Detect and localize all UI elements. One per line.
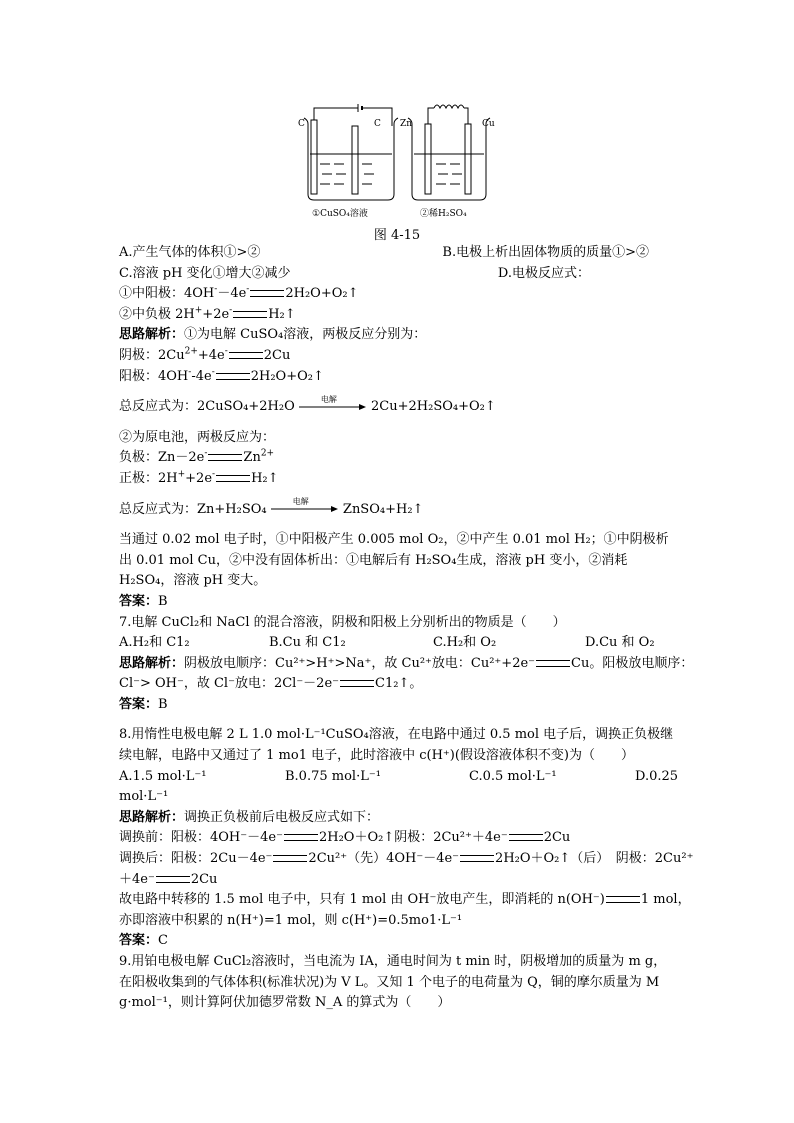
analysis-label: 思路解析： — [119, 327, 185, 343]
eq-text: Zn — [243, 450, 261, 466]
eq-text: 2Cu — [263, 347, 291, 363]
eq-text: +2e — [202, 306, 230, 322]
reaction-arrow-icon — [299, 394, 367, 413]
analysis-text: C1₂↑。 — [375, 676, 423, 692]
answer-label: 答案： — [119, 933, 159, 949]
total-equation-line — [119, 497, 679, 521]
equals-sign — [216, 475, 250, 482]
options-row-1 — [119, 243, 679, 264]
eq-text: ＋4e⁻ — [119, 871, 155, 887]
eq-text: 2Cu+2H₂SO₄+O₂↑ — [371, 399, 496, 415]
eq-text: 2Cu — [543, 830, 571, 846]
equation-line: 负极：Zn－2e- $Zn^{2+}$ — [119, 449, 275, 466]
eq-text: H₂↑ — [268, 306, 296, 322]
eq-text: 2Cu²⁺（先）4OH⁻－4e⁻ — [308, 851, 460, 867]
eq-text: 2Cu — [190, 871, 218, 887]
answer-label: 答案： — [119, 593, 159, 609]
equation-line: 阳极：4OH--4e- 2H₂O+O₂↑ — [119, 367, 324, 384]
analysis-text: 阴极放电顺序：Cu²⁺>H⁺>Na⁺，故 Cu²⁺放电：Cu²⁺+2e⁻ — [184, 655, 536, 671]
q7-option-b: B.Cu 和 C1₂ — [269, 635, 346, 651]
equation-line: ②中负极 2H++2e- H₂↑ — [119, 305, 296, 322]
reaction-arrow-icon — [271, 497, 339, 515]
question-9-stem: 9.用铂电极电解 CuCl₂溶液时，当电流为 IA，通电时间为 t min 时，阴极增加的质量为 m g，在阳极收集到的气体体积(标准状况)为 V L。又知 1 个电子的电荷量为 Q，铜的摩尔质量为 M g·mol⁻¹，则计算阿伏加德罗常数 N_A 的算式为（ ） — [119, 954, 667, 1011]
eq-text: ②中负极 2H — [119, 306, 195, 322]
analysis-text: Cu。阳极放电顺序： — [571, 655, 694, 671]
eq-text: 阳极：4OH — [119, 368, 189, 384]
q8-option-a: A.1.5 mol·L⁻¹ — [119, 768, 207, 784]
main-text — [119, 243, 694, 1014]
eq-text: -4e — [191, 368, 212, 384]
answer-line — [119, 931, 679, 952]
eq-text: －4e — [217, 286, 247, 302]
q8-option-d-cont: mol·L⁻¹ — [119, 789, 169, 805]
q8-option-d: D.0.25 — [635, 768, 679, 784]
q7-analysis — [119, 654, 694, 675]
equation-line: ①中阳极：4OH-－4e- 2H₂O+O₂↑ — [119, 284, 359, 302]
eq-text: 调换后：阳极：2Cu－4e⁻ — [119, 851, 273, 867]
equals-sign — [208, 454, 242, 461]
answer-line — [119, 592, 679, 613]
eq-text: 2H₂O＋O₂↑阴极：2Cu²⁺＋4e⁻ — [318, 830, 508, 846]
equals-sign — [606, 896, 640, 903]
equals-sign — [229, 352, 263, 359]
analysis-paragraph: 当通过 0.02 mol 电子时，①中阳极产生 0.005 mol O₂，②中产生 0.01 mol H₂；①中阴极析出 0.01 mol Cu，②中没有固体析出：①电解后有 H₂SO₄生成，溶液 pH 变小，②消耗 H₂SO₄，溶液 pH 变大。 — [119, 532, 669, 589]
analysis-text: 1 mol， — [640, 892, 691, 908]
right-electrode-label-b: Cu — [482, 119, 495, 129]
eq-text: H₂↑ — [251, 470, 279, 486]
q7-option-c: C.H₂和 O₂ — [433, 635, 497, 651]
equals-sign — [284, 834, 318, 841]
right-electrode-label-a: Zn — [400, 119, 413, 129]
q7-option-a: A.H₂和 C1₂ — [119, 635, 190, 651]
eq-text: 阴极：2Cu — [119, 347, 185, 363]
q8-analysis — [119, 808, 679, 829]
figure-caption: 图 4-15 — [373, 228, 421, 243]
question-8-options — [119, 767, 679, 788]
analysis-label: 思路解析： — [119, 655, 185, 671]
q8-after-line — [119, 849, 694, 870]
answer-value: B — [158, 696, 168, 712]
eq-text: 2H₂O+O₂↑ — [285, 286, 359, 302]
eq-text: 负极：Zn－2e — [119, 450, 205, 466]
arrow-label: 电解 — [320, 394, 337, 404]
analysis-line: ②为原电池，两极反应为： — [119, 429, 276, 445]
equals-sign — [273, 855, 307, 862]
eq-text: 2H₂O＋O₂↑（后） 阴极：2Cu²⁺ — [495, 851, 694, 867]
q8-option-c: C.0.5 mol·L⁻¹ — [469, 768, 557, 784]
q8-analysis-2 — [119, 890, 691, 911]
q8-after-cont — [119, 870, 679, 891]
q8-before-line — [119, 828, 679, 849]
total-equation-line — [119, 394, 679, 418]
answer-value: C — [158, 933, 168, 949]
answer-line — [119, 695, 679, 716]
analysis-line — [119, 325, 679, 346]
answer-label: 答案： — [119, 696, 159, 712]
eq-text: 2H₂O+O₂↑ — [250, 368, 324, 384]
equals-sign — [340, 680, 374, 687]
analysis-text: 故电路中转移的 1.5 mol 电子中，只有 1 mol 由 OH⁻放电产生，即消耗的 n(OH⁻) — [119, 892, 605, 908]
question-7-options — [119, 633, 679, 654]
equals-sign — [460, 855, 494, 862]
eq-text: ZnSO₄+H₂↑ — [342, 501, 424, 517]
analysis-label: 思路解析： — [119, 809, 185, 825]
eq-text: 正极：2H — [119, 470, 178, 486]
equals-sign — [536, 660, 570, 667]
option-c: C.溶液 pH 变化①增大②减少 — [119, 265, 291, 281]
options-row-2 — [119, 264, 679, 285]
option-d: D.电极反应式： — [497, 265, 590, 281]
left-electrode-label-a: C — [298, 119, 305, 129]
q7-analysis-cont — [119, 674, 679, 695]
right-solution-label: ②稀H₂SO₄ — [420, 209, 467, 219]
electrolysis-figure — [296, 100, 502, 224]
question-8-stem: 8.用惰性电极电解 2 L 1.0 mol·L⁻¹CuSO₄溶液，在电路中通过 0.5 mol 电子后，调换正负极继续电解，电路中又通过了 1 mo1 电子，此时溶液中 c(H⁺)(假设溶液体积不变)为（ ） — [119, 727, 674, 764]
equation-line: 阴极：$2Cu^{2+}+4e^-$ 2Cu — [119, 346, 291, 363]
question-7-stem: 7.电解 CuCl₂和 NaCl 的混合溶液，阴极和阳极上分别析出的物质是（ ） — [119, 614, 566, 630]
q8-analysis-3: 亦即溶液中积累的 n(H⁺)=1 mol，则 c(H⁺)=0.5mo1·L⁻¹ — [119, 912, 463, 928]
analysis-text: 调换正负极前后电极反应式如下： — [184, 809, 380, 825]
left-solution-label: ①CuSO₄溶液 — [312, 209, 368, 219]
right-cell — [408, 105, 490, 200]
left-cell — [304, 104, 398, 200]
answer-value: B — [158, 593, 168, 609]
equals-sign — [509, 834, 543, 841]
equation-line: 正极：2H++2e- H₂↑ — [119, 469, 279, 486]
arrow-label: 电解 — [292, 497, 309, 507]
option-a: A.产生气体的体积①>② — [119, 245, 261, 260]
q7-option-d: D.Cu 和 O₂ — [585, 635, 655, 651]
equals-sign — [216, 373, 250, 380]
analysis-text: ①为电解 CuSO₄溶液，两极反应分别为： — [184, 327, 427, 343]
eq-text: 总反应式为：2CuSO₄+2H₂O — [119, 399, 295, 415]
eq-text: +2e — [185, 470, 213, 486]
option-b: B.电极上析出固体物质的质量①>② — [442, 245, 649, 260]
eq-text: +4e — [197, 347, 225, 363]
analysis-text: Cl⁻> OH⁻，故 Cl⁻放电：2Cl⁻－2e⁻ — [119, 676, 340, 692]
eq-text: 调换前：阳极：4OH⁻－4e⁻ — [119, 830, 283, 846]
equals-sign — [156, 876, 190, 883]
equals-sign — [233, 311, 267, 318]
left-electrode-label-b: C — [374, 119, 381, 129]
eq-text: ①中阳极：4OH — [119, 286, 215, 302]
q8-option-b: B.0.75 mol·L⁻¹ — [285, 768, 381, 784]
eq-text: 总反应式为：Zn+H₂SO₄ — [119, 501, 267, 517]
equals-sign — [250, 290, 284, 297]
